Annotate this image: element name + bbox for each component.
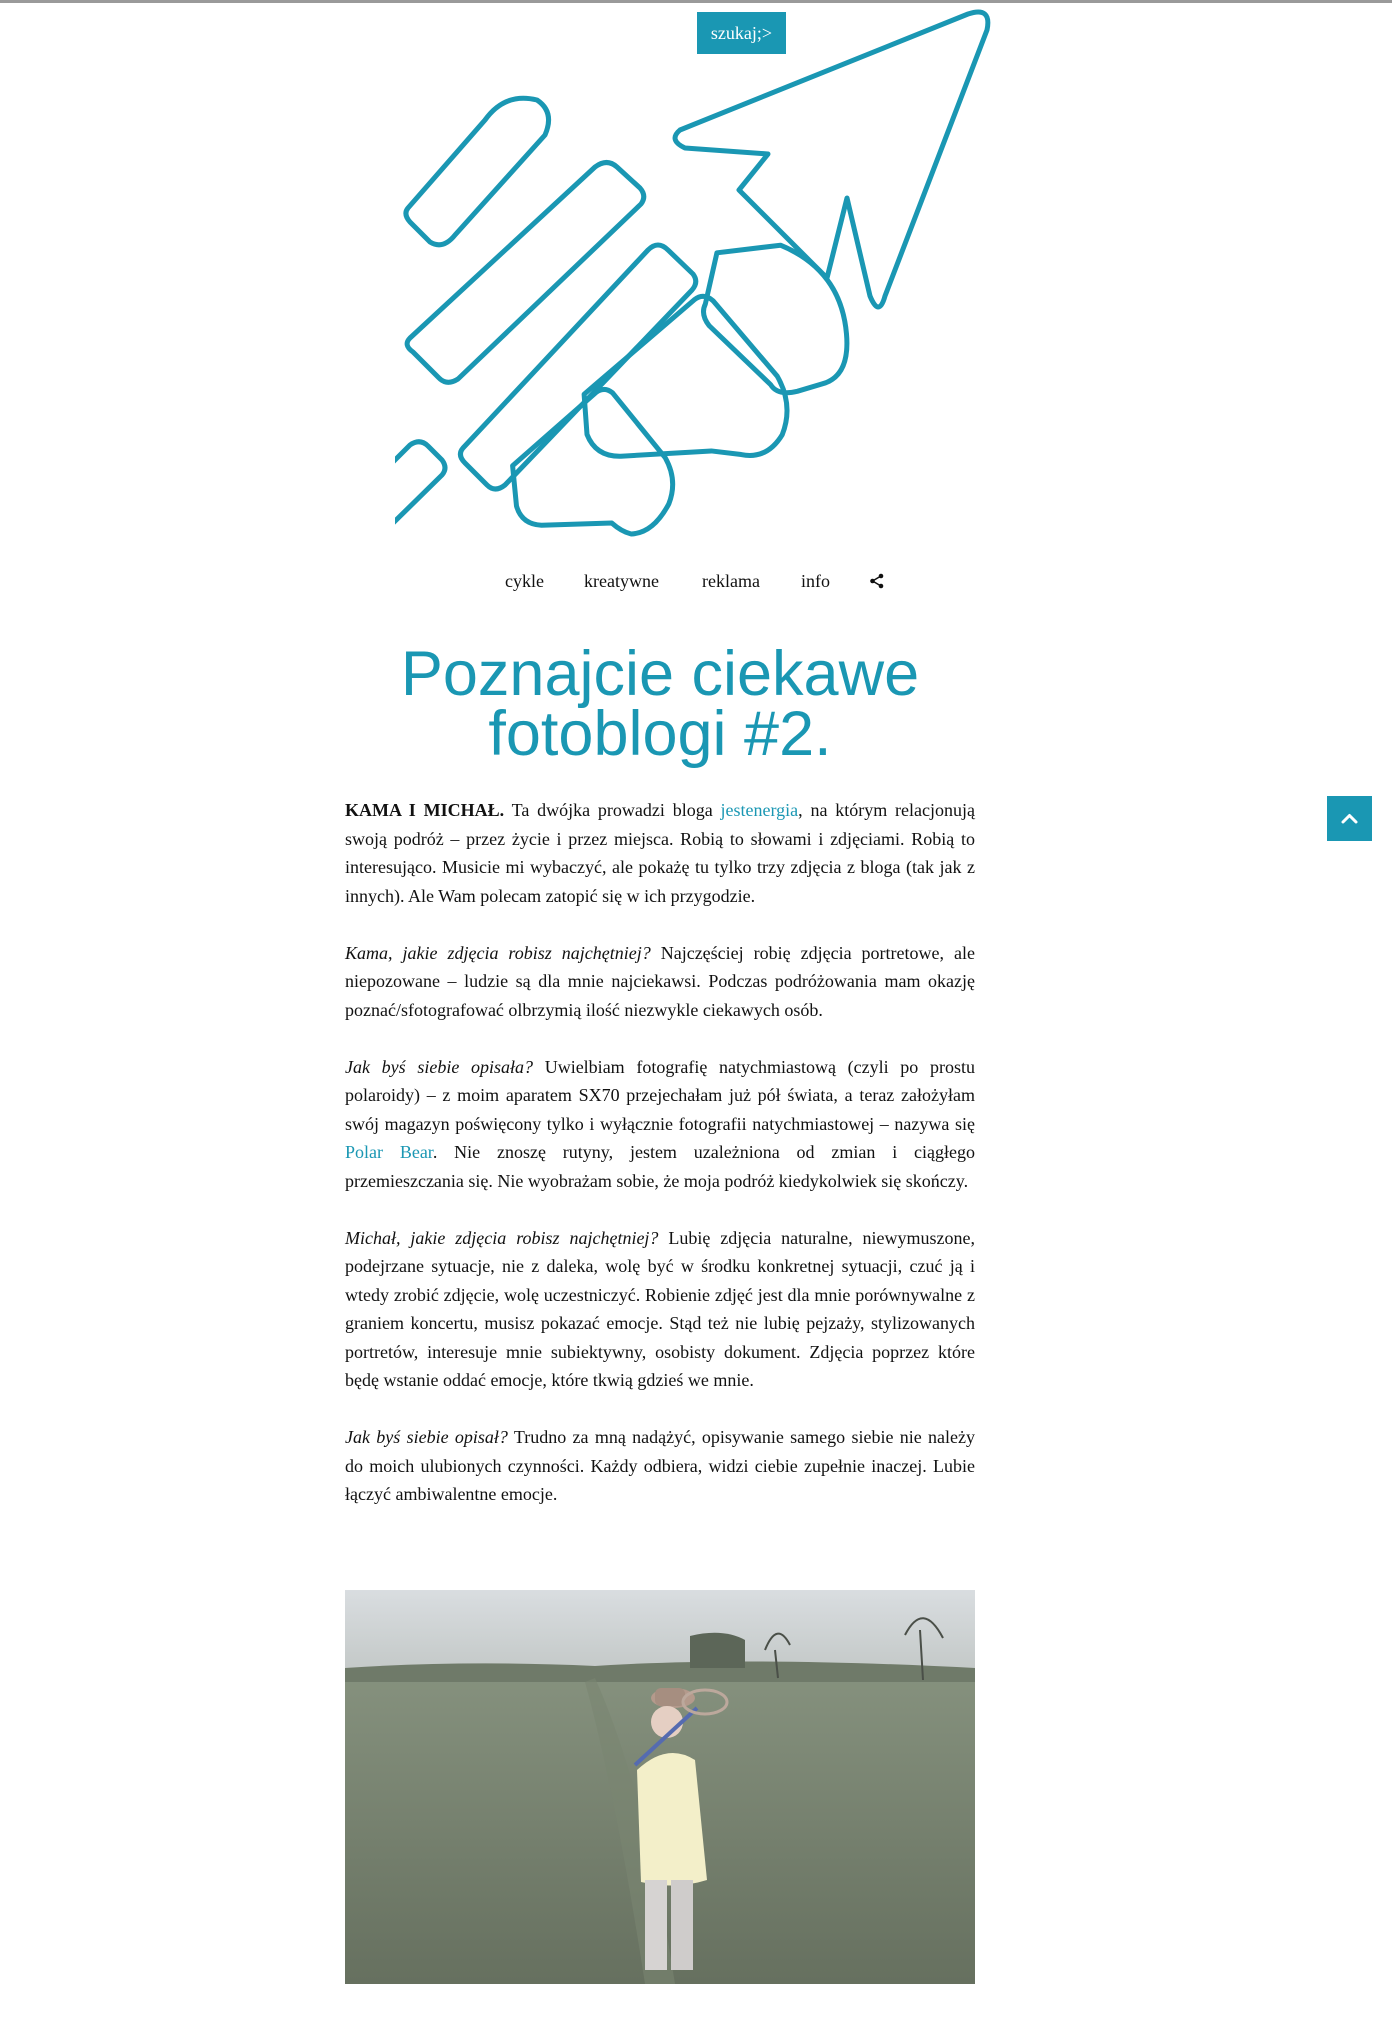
rocket-logo-icon [395, 0, 1005, 560]
field-portrait-image [345, 1590, 975, 1984]
nav-item-cykle[interactable]: cykle [505, 571, 544, 591]
nav-item-kreatywne[interactable]: kreatywne [584, 571, 659, 591]
post-title [330, 639, 990, 769]
share-icon[interactable] [868, 572, 886, 590]
question-kama-photos: Kama, jakie zdjęcia robisz najchętniej? [345, 942, 651, 963]
paragraph-kama-photos [345, 939, 975, 1025]
answer-kama-self-2: . Nie znoszę rutyny, jestem uzależniona od zmian i ciągłego przemieszczania się. Nie wyobrażam sobie, że moja podróż kiedykolwiek się skończy. [345, 1142, 975, 1191]
nav-item-reklama[interactable]: reklama [702, 571, 760, 591]
paragraph-michal-self [345, 1423, 975, 1509]
answer-kama-self-1: Uwielbiam fotografię natychmiastową (czyli po prostu polaroidy) – z moim aparatem SX70 przejechałam już pół świata, a teraz założyłam swój magazyn poświęcony tylko i wyłącznie fotografii natychmiastowej – nazywa się [345, 1056, 975, 1134]
post-title-line-2: fotoblogi #2. [488, 699, 832, 769]
back-to-top-button[interactable] [1327, 796, 1372, 841]
nav-item-info[interactable]: info [801, 571, 830, 591]
chevron-up-icon [1327, 796, 1372, 841]
link-jestenergia[interactable]: jestenergia [720, 800, 799, 820]
post-title-line-1: Poznajcie ciekawe [400, 639, 920, 709]
paragraph-kama-self [345, 1053, 975, 1196]
intro-text-1: Ta dwójka prowadzi bloga [504, 800, 721, 820]
intro-text-2: , na którym relacjonują swoją podróż – przez życie i przez miejsca. Robią to słowami i zdjęciami. Robią to interesująco. Musicie mi wybaczyć, ale pokażę tu tylko trzy zdjęcia z bloga (tak jak z innych). Ale Wam polecam zatopić się w ich przygodzie. [345, 800, 975, 906]
search-button[interactable]: szukaj;> [697, 12, 786, 54]
article-photo [345, 1590, 975, 1984]
answer-michal-self: Trudno za mną nadążyć, opisywanie samego siebie nie należy do moich ulubionych czynności. Każdy odbiera, widzi ciebie zupełnie inaczej. Lubie łączyć ambiwalentne emocje. [345, 1427, 976, 1504]
question-michal-self: Jak byś siebie opisał? [345, 1427, 508, 1447]
question-michal-photos: Michał, jakie zdjęcia robisz najchętniej? [345, 1227, 659, 1248]
question-kama-self: Jak byś siebie opisała? [345, 1056, 534, 1077]
main-nav [0, 571, 1392, 601]
link-polar-bear[interactable]: Polar Bear [345, 1142, 433, 1162]
answer-kama-photos: Najczęściej robię zdjęcia portretowe, ale niepozowane – ludzie są dla mnie najciekawsi. Podczas podróżowania mam okazję poznać/sfotografować olbrzymią ilość niezwykle ciekawych osób. [345, 942, 975, 1020]
paragraph-michal-photos [345, 1224, 975, 1395]
answer-michal-photos: Lubię zdjęcia naturalne, niewymuszone, podejrzane sytuacje, nie z daleka, wolę być w środku konkretnej sytuacji, czuć ją i wtedy zrobić zdjęcie, wolę uczestniczyć. Robienie zdjęć jest dla mnie porównywalne z graniem koncertu, musisz pokazać emocje. Stąd też nie lubię pejzaży, stylizowanych portretów, interesuje mnie subiektywny, osobisty dokument. Zdjęcia poprzez które będę wstanie oddać emocje, które tkwią gdzieś we mnie. [345, 1227, 975, 1390]
site-logo[interactable] [395, 0, 1005, 560]
intro-names: KAMA I MICHAŁ. [345, 800, 505, 820]
paragraph-intro [345, 796, 975, 910]
article-body [345, 796, 975, 1537]
